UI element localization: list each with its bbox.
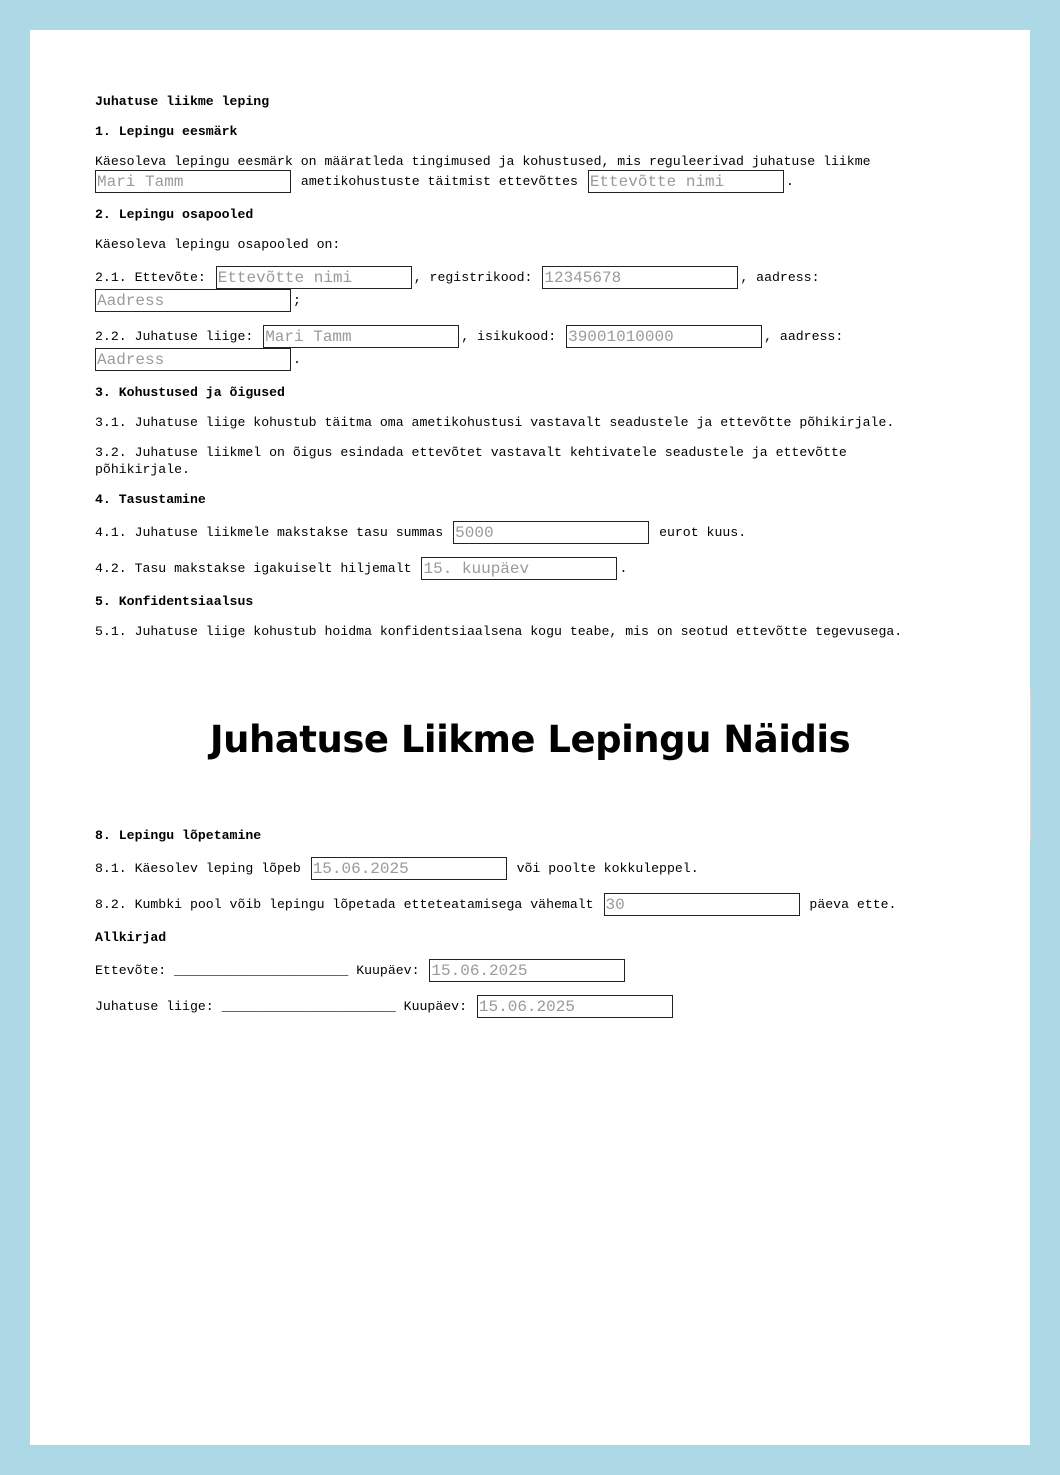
section1-paragraph — [95, 153, 955, 193]
signatures-heading: Allkirjad — [95, 930, 167, 946]
section8-heading: 8. Lepingu lõpetamine — [95, 828, 262, 843]
company-row-end: ; — [293, 293, 301, 309]
party-member-name-input[interactable] — [263, 325, 459, 348]
fee-label: 4.1. Juhatuse liikmele makstakse tasu summas — [95, 525, 444, 541]
member-name-input[interactable] — [95, 170, 291, 193]
company-signature-row — [95, 959, 975, 982]
idcode-label: , isikukood: — [461, 329, 557, 345]
document-body-bottom — [95, 827, 975, 1031]
section2-intro: Käesoleva lepingu osapooled on: — [95, 237, 341, 252]
document-title: Juhatuse liikme leping — [95, 94, 270, 109]
company-label: 2.1. Ettevõte: — [95, 270, 206, 285]
payment-day-label: 4.2. Tasu makstakse igakuiselt hiljemalt — [95, 561, 412, 577]
section3-p2 — [95, 444, 955, 478]
section4-p1 — [95, 521, 955, 544]
company-signature-date-input[interactable] — [429, 959, 625, 982]
section1-text-a: Käesoleva lepingu eesmärk on määratleda tingimused ja kohustused, mis reguleerivad juhatuse liikme — [95, 154, 871, 169]
company-address-label: , aadress: — [740, 270, 820, 285]
section1-text-b: ametikohustuste täitmist ettevõttes — [300, 173, 578, 189]
member-signature-label: Juhatuse liige: — [95, 999, 214, 1015]
notice-days-input[interactable] — [604, 893, 800, 916]
payment-day-input[interactable] — [421, 557, 617, 580]
section8-p2 — [95, 893, 975, 916]
company-date-label: Kuupäev: — [356, 963, 420, 979]
section2-member-row — [95, 325, 955, 371]
section2-company-row — [95, 266, 955, 312]
section5-heading: 5. Konfidentsiaalsus — [95, 594, 254, 610]
document-page — [30, 30, 1030, 1445]
company-signature-line[interactable]: ______________________ — [174, 963, 349, 979]
document-body-top — [95, 93, 955, 653]
end-date-label: 8.1. Käesolev leping lõpeb — [95, 861, 301, 876]
end-date-text: või poolte kokkuleppel. — [516, 861, 699, 876]
regcode-input[interactable] — [542, 266, 738, 289]
section5-p1: 5.1. Juhatuse liige kohustub hoidma konfidentsiaalsena kogu teabe, mis on seotud ettevõtte tegevusega. — [95, 624, 903, 640]
company-name-input[interactable] — [588, 170, 784, 193]
member-date-label: Kuupäev: — [403, 999, 467, 1015]
regcode-label: , registrikood: — [413, 270, 533, 285]
member-signature-line[interactable]: ______________________ — [221, 999, 396, 1015]
member-address-label: , aadress: — [764, 329, 844, 345]
company-address-input[interactable] — [95, 289, 291, 312]
banner-overlay — [30, 690, 1030, 842]
section3-p2-line1: 3.2. Juhatuse liikmel on õigus esindada ettevõtet vastavalt kehtivatele seadustele ja ettevõtte — [95, 445, 847, 461]
section1-heading: 1. Lepingu eesmärk — [95, 124, 238, 139]
idcode-input[interactable] — [566, 325, 762, 348]
member-label: 2.2. Juhatuse liige: — [95, 329, 254, 345]
payment-day-end: . — [619, 561, 628, 577]
member-address-input[interactable] — [95, 348, 291, 371]
section1-text-c: . — [785, 173, 794, 189]
member-signature-date-input[interactable] — [477, 995, 673, 1018]
section3-p1: 3.1. Juhatuse liige kohustub täitma oma ametikohustusi vastavalt seadustele ja ettevõtte põhikirjale. — [95, 415, 895, 431]
member-row-end: . — [293, 352, 301, 368]
section8-p1 — [95, 857, 975, 880]
fee-amount-input[interactable] — [453, 521, 649, 544]
fee-unit: eurot kuus. — [659, 525, 747, 541]
section3-heading: 3. Kohustused ja õigused — [95, 385, 285, 401]
company-signature-label: Ettevõte: — [95, 963, 167, 979]
member-signature-row — [95, 995, 975, 1018]
section4-p2 — [95, 557, 955, 580]
section4-heading: 4. Tasustamine — [95, 492, 206, 508]
section3-p2-line2: põhikirjale. — [95, 462, 190, 478]
notice-label: 8.2. Kumbki pool võib lepingu lõpetada etteteatamisega vähemalt — [95, 897, 594, 913]
section2-heading: 2. Lepingu osapooled — [95, 207, 254, 222]
banner-title: Juhatuse Liikme Lepingu Näidis — [209, 718, 851, 761]
party-company-name-input[interactable] — [216, 266, 412, 289]
notice-unit: päeva ette. — [809, 897, 897, 913]
end-date-input[interactable] — [311, 857, 507, 880]
